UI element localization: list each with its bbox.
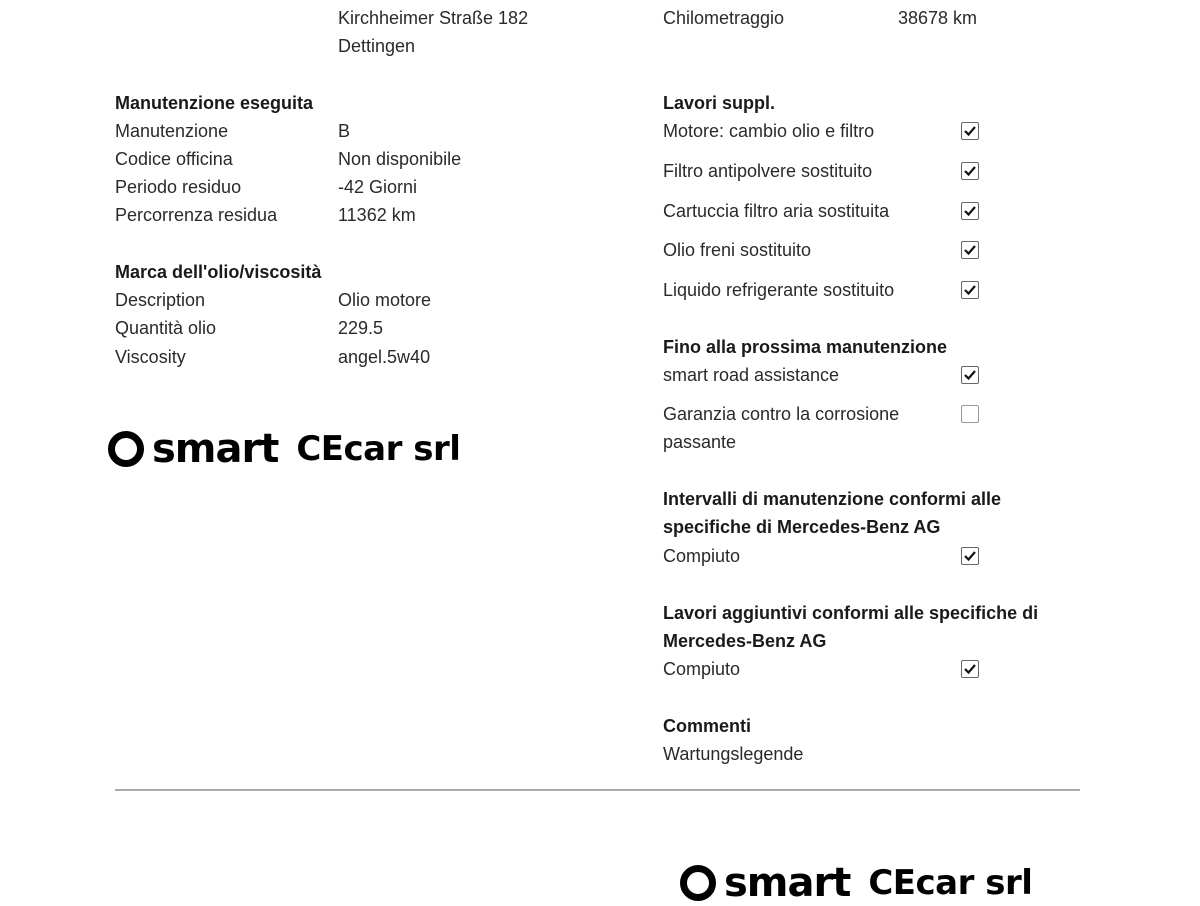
mileage-label: Chilometraggio (663, 8, 785, 28)
checkbox[interactable] (961, 547, 979, 565)
logo-dealer: CEcar srl (868, 863, 1033, 903)
mileage-value: 38678 km (898, 8, 978, 28)
intervals-status: Compiuto (663, 546, 741, 566)
checkbox[interactable] (961, 241, 979, 259)
logo-brand: smart (152, 426, 279, 472)
additional-title-cont: Mercedes-Benz AG (663, 631, 827, 651)
maintenance-label: Codice officina (115, 149, 233, 169)
logo-brand: smart (724, 860, 851, 906)
next-maintenance-item-cont: passante (663, 432, 737, 452)
logo-dealer: CEcar srl (296, 429, 461, 469)
checkbox[interactable] (961, 281, 979, 299)
comments-text: Wartungslegende (663, 744, 804, 764)
checkbox[interactable] (961, 122, 979, 140)
oil-title: Marca dell'olio/viscosità (115, 262, 322, 282)
smart-cecar-logo (108, 426, 460, 472)
intervals-title: Intervalli di manutenzione conformi alle (663, 489, 1002, 509)
extra-work-item: Cartuccia filtro aria sostituita (663, 201, 890, 221)
oil-value: angel.5w40 (338, 347, 431, 367)
extra-work-item: Liquido refrigerante sostituito (663, 280, 895, 300)
next-maintenance-title: Fino alla prossima manutenzione (663, 337, 948, 357)
next-maintenance-item: Garanzia contro la corrosione (663, 404, 900, 424)
extra-work-item: Motore: cambio olio e filtro (663, 121, 875, 141)
additional-status: Compiuto (663, 659, 741, 679)
intervals-title-cont: specifiche di Mercedes-Benz AG (663, 517, 941, 537)
oil-value: 229.5 (338, 318, 384, 338)
oil-label: Viscosity (115, 347, 186, 367)
checkbox-unchecked[interactable] (961, 405, 979, 423)
maintenance-label: Manutenzione (115, 121, 229, 141)
address-street: Kirchheimer Straße 182 (338, 8, 529, 28)
checkbox[interactable] (961, 162, 979, 180)
oil-label: Description (115, 290, 206, 310)
checkbox[interactable] (961, 660, 979, 678)
smart-logo-icon (680, 865, 716, 901)
divider (115, 789, 1080, 791)
address-city: Dettingen (338, 36, 416, 56)
maintenance-label: Periodo residuo (115, 177, 242, 197)
checkbox[interactable] (961, 366, 979, 384)
maintenance-value: 11362 km (338, 205, 416, 225)
maintenance-value: -42 Giorni (338, 177, 418, 197)
maintenance-value: Non disponibile (338, 149, 462, 169)
extra-work-item: Filtro antipolvere sostituito (663, 161, 873, 181)
checkbox[interactable] (961, 202, 979, 220)
additional-title: Lavori aggiuntivi conformi alle specifiche di (663, 603, 1039, 623)
maintenance-label: Percorrenza residua (115, 205, 278, 225)
extra-work-item: Olio freni sostituito (663, 240, 812, 260)
maintenance-value: B (338, 121, 351, 141)
extra-work-title: Lavori suppl. (663, 93, 776, 113)
maintenance-title: Manutenzione eseguita (115, 93, 314, 113)
oil-value: Olio motore (338, 290, 432, 310)
comments-title: Commenti (663, 716, 752, 736)
smart-logo-icon (108, 431, 144, 467)
next-maintenance-item: smart road assistance (663, 365, 840, 385)
oil-label: Quantità olio (115, 318, 217, 338)
smart-cecar-logo-footer (680, 860, 1032, 906)
